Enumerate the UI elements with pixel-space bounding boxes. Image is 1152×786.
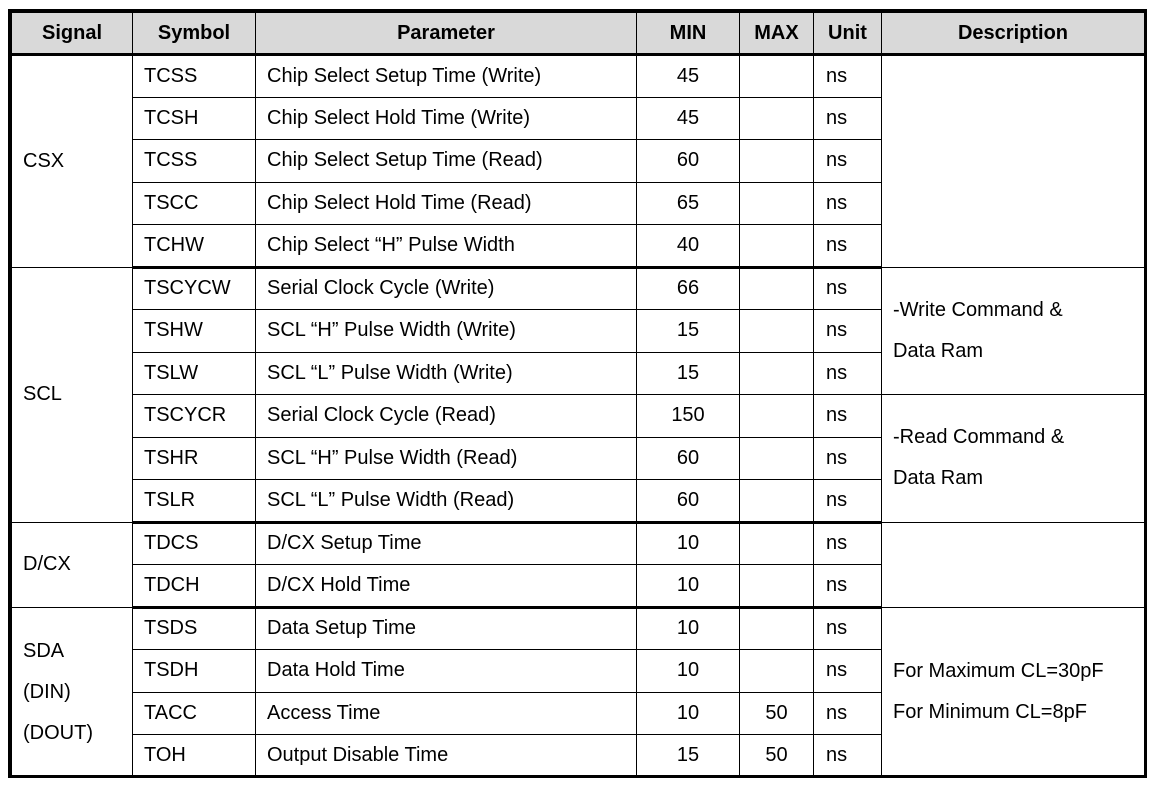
signal-line: SDA [23,639,65,662]
max-cell [740,55,814,98]
max-cell: 50 [740,735,814,778]
description-dcx [882,522,1145,607]
parameter-cell: Output Disable Time [256,735,637,778]
unit-cell: ns [814,140,882,183]
serial-interface-timing-table [11,12,1145,778]
unit-cell: ns [814,310,882,353]
symbol-cell: TSHW [133,310,256,353]
max-cell [740,395,814,438]
max-cell [740,437,814,480]
unit-cell: ns [814,97,882,140]
symbol-cell: TSLW [133,352,256,395]
table-row [12,55,1145,98]
unit-cell: ns [814,225,882,268]
description-line: Data Ram [893,339,984,362]
parameter-cell: Serial Clock Cycle (Write) [256,267,637,310]
min-cell: 65 [637,182,740,225]
parameter-cell: Serial Clock Cycle (Read) [256,395,637,438]
unit-cell: ns [814,182,882,225]
max-cell [740,182,814,225]
parameter-cell: Chip Select Setup Time (Read) [256,140,637,183]
signal-line: (DIN) [23,680,71,703]
symbol-cell: TSHR [133,437,256,480]
max-cell [740,267,814,310]
parameter-cell: Chip Select Hold Time (Read) [256,182,637,225]
unit-cell: ns [814,437,882,480]
symbol-cell: TDCH [133,565,256,608]
unit-cell: ns [814,735,882,778]
parameter-cell: Chip Select Setup Time (Write) [256,55,637,98]
unit-cell: ns [814,650,882,693]
symbol-cell: TSLR [133,480,256,523]
unit-cell: ns [814,267,882,310]
unit-cell: ns [814,55,882,98]
unit-cell: ns [814,480,882,523]
min-cell: 15 [637,310,740,353]
unit-cell: ns [814,607,882,650]
header-description: Description [882,13,1145,55]
symbol-cell: TCSS [133,140,256,183]
max-cell [740,650,814,693]
unit-cell: ns [814,522,882,565]
description-csx [882,55,1145,268]
symbol-cell: TDCS [133,522,256,565]
table-row [12,267,1145,310]
max-cell [740,352,814,395]
description-read [882,395,1145,523]
signal-scl: SCL [12,267,133,522]
min-cell: 150 [637,395,740,438]
min-cell: 10 [637,650,740,693]
min-cell: 45 [637,55,740,98]
description-line: For Minimum CL=8pF [893,701,1087,723]
parameter-cell: SCL “H” Pulse Width (Write) [256,310,637,353]
description-line: Data Ram [893,467,984,490]
symbol-cell: TCHW [133,225,256,268]
parameter-cell: D/CX Hold Time [256,565,637,608]
min-cell: 60 [637,140,740,183]
symbol-cell: TSCYCW [133,267,256,310]
header-min: MIN [637,13,740,55]
signal-dcx: D/CX [12,522,133,607]
unit-cell: ns [814,692,882,735]
symbol-cell: TSDS [133,607,256,650]
parameter-cell: Chip Select Hold Time (Write) [256,97,637,140]
description-write [882,267,1145,395]
unit-cell: ns [814,565,882,608]
min-cell: 60 [637,437,740,480]
parameter-cell: Access Time [256,692,637,735]
parameter-cell: D/CX Setup Time [256,522,637,565]
unit-cell: ns [814,352,882,395]
max-cell [740,480,814,523]
min-cell: 10 [637,607,740,650]
signal-sda [12,607,133,777]
min-cell: 10 [637,692,740,735]
max-cell [740,225,814,268]
description-line: -Read Command & [893,426,1065,449]
max-cell [740,522,814,565]
symbol-cell: TSCC [133,182,256,225]
parameter-cell: SCL “L” Pulse Width (Write) [256,352,637,395]
parameter-cell: Data Setup Time [256,607,637,650]
description-sda [882,607,1145,777]
min-cell: 66 [637,267,740,310]
symbol-cell: TACC [133,692,256,735]
min-cell: 15 [637,352,740,395]
header-signal: Signal [12,13,133,55]
max-cell: 50 [740,692,814,735]
max-cell [740,140,814,183]
header-parameter: Parameter [256,13,637,55]
description-line: For Maximum CL=30pF [893,660,1104,682]
header-max: MAX [740,13,814,55]
parameter-cell: Data Hold Time [256,650,637,693]
min-cell: 40 [637,225,740,268]
signal-csx: CSX [12,55,133,268]
header-unit: Unit [814,13,882,55]
max-cell [740,97,814,140]
description-line: -Write Command & [893,298,1063,321]
table-row [12,607,1145,650]
parameter-cell: SCL “H” Pulse Width (Read) [256,437,637,480]
symbol-cell: TOH [133,735,256,778]
header-row [12,13,1145,55]
min-cell: 15 [637,735,740,778]
max-cell [740,565,814,608]
max-cell [740,310,814,353]
header-symbol: Symbol [133,13,256,55]
parameter-cell: SCL “L” Pulse Width (Read) [256,480,637,523]
table-row [12,395,1145,438]
symbol-cell: TCSS [133,55,256,98]
min-cell: 10 [637,522,740,565]
min-cell: 60 [637,480,740,523]
symbol-cell: TCSH [133,97,256,140]
max-cell [740,607,814,650]
table-row [12,522,1145,565]
unit-cell: ns [814,395,882,438]
min-cell: 45 [637,97,740,140]
signal-line: (DOUT) [23,721,93,744]
symbol-cell: TSCYCR [133,395,256,438]
min-cell: 10 [637,565,740,608]
parameter-cell: Chip Select “H” Pulse Width [256,225,637,268]
symbol-cell: TSDH [133,650,256,693]
timing-table-frame [8,9,1147,778]
